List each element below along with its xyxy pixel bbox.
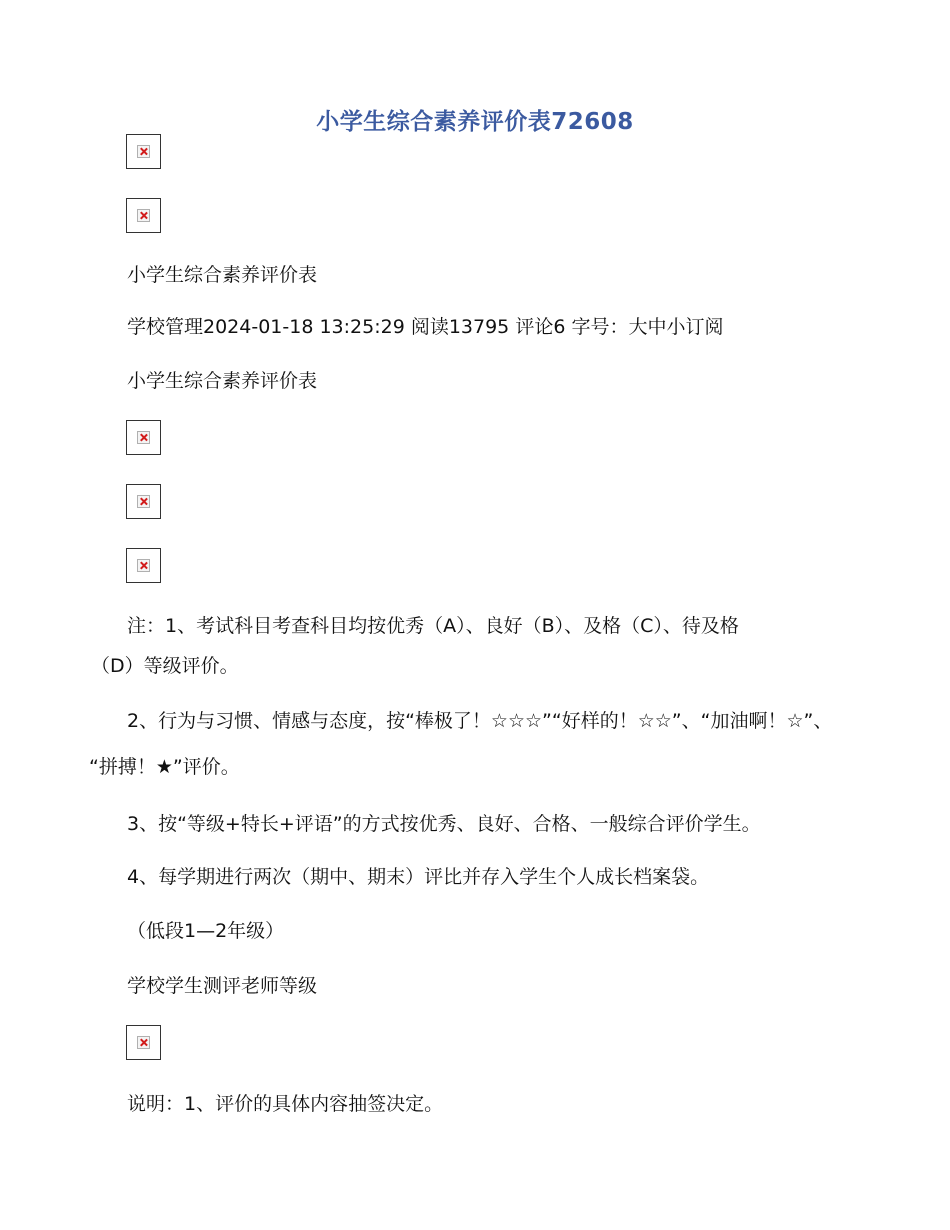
- broken-image-icon: [126, 198, 161, 233]
- section-heading: 小学生综合素养评价表: [127, 264, 318, 286]
- note-paragraph: 3、按“等级+特长+评语”的方式按优秀、良好、合格、一般综合评价学生。: [127, 813, 761, 835]
- explanation-paragraph: 说明：1、评价的具体内容抽签决定。: [127, 1093, 444, 1115]
- grade-range-label: （低段1—2年级）: [127, 920, 285, 942]
- note-paragraph: “拼搏！★”评价。: [89, 756, 240, 778]
- post-meta-line: 学校管理2024-01-18 13:25:29 阅读13795 评论6 字号：大中小订阅: [127, 316, 724, 338]
- broken-image-icon: [126, 420, 161, 455]
- document-title: 小学生综合素养评价表72608: [316, 109, 634, 135]
- section-heading: 小学生综合素养评价表: [127, 370, 318, 392]
- note-paragraph: 4、每学期进行两次（期中、期末）评比并存入学生个人成长档案袋。: [127, 866, 710, 888]
- broken-image-icon: [126, 484, 161, 519]
- evaluation-header: 学校学生测评老师等级: [127, 975, 318, 997]
- broken-image-icon: [126, 548, 161, 583]
- note-paragraph: （D）等级评价。: [91, 655, 239, 677]
- broken-image-icon: [126, 134, 161, 169]
- broken-image-icon: [126, 1025, 161, 1060]
- note-paragraph: 注：1、考试科目考查科目均按优秀（A）、良好（B）、及格（C）、待及格: [127, 615, 739, 637]
- note-paragraph: 2、行为与习惯、情感与态度，按“棒极了！☆☆☆”“好样的！☆☆”、“加油啊！☆”、: [127, 710, 833, 732]
